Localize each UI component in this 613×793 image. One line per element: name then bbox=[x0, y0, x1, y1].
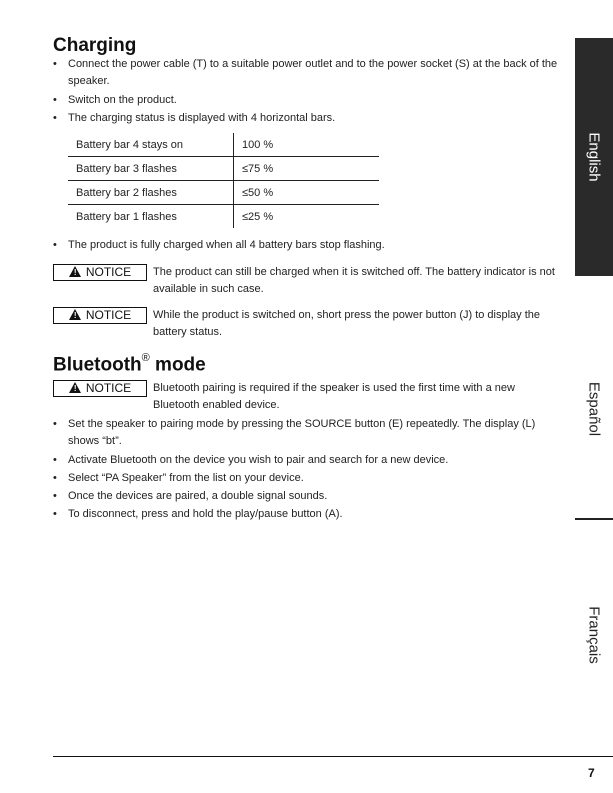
list-item-text: Activate Bluetooth on the device you wish to pair and search for a new device. bbox=[68, 454, 449, 466]
list-item bbox=[53, 416, 563, 450]
bullet-glyph: • bbox=[53, 94, 57, 106]
table-cell-state: Battery bar 1 flashes bbox=[68, 205, 234, 229]
list-item-text: To disconnect, press and hold the play/pause button (A). bbox=[68, 508, 343, 520]
list-item bbox=[53, 92, 563, 109]
language-tab-espanol[interactable] bbox=[575, 300, 613, 520]
list-item-text: Set the speaker to pairing mode by pressing the SOURCE button (E) repeatedly. The display (L) shows “bt”. bbox=[68, 418, 536, 447]
warning-icon: ! bbox=[69, 382, 81, 393]
table-cell-state: Battery bar 3 flashes bbox=[68, 157, 234, 181]
table-row bbox=[68, 205, 379, 229]
notice-text: Bluetooth pairing is required if the speaker is used the first time with a new Bluetooth enabled device. bbox=[153, 382, 515, 411]
table-cell-level: ≤25 % bbox=[234, 205, 380, 229]
table-cell-level: ≤50 % bbox=[234, 181, 380, 205]
notice-label bbox=[53, 380, 147, 397]
notice-label-text: NOTICE bbox=[85, 308, 132, 322]
table-row bbox=[68, 157, 379, 181]
list-item-text: Select “PA Speaker” from the list on your device. bbox=[68, 472, 304, 484]
list-item bbox=[53, 110, 563, 127]
charging-heading: Charging bbox=[53, 35, 137, 56]
bullet-glyph: • bbox=[53, 112, 57, 124]
list-item-text: Connect the power cable (T) to a suitable power outlet and to the power socket (S) at the back of the speaker. bbox=[68, 58, 558, 87]
list-item-text: Once the devices are paired, a double signal sounds. bbox=[68, 490, 328, 502]
list-item bbox=[53, 237, 563, 254]
footer-divider bbox=[53, 756, 613, 757]
table-row bbox=[68, 181, 379, 205]
bullet-glyph: • bbox=[53, 508, 57, 520]
list-item-text: The charging status is displayed with 4 horizontal bars. bbox=[68, 112, 336, 124]
language-tab-francais[interactable] bbox=[575, 540, 613, 730]
warning-icon: ! bbox=[69, 309, 81, 320]
list-item-text: Switch on the product. bbox=[68, 94, 177, 106]
list-item bbox=[53, 56, 563, 90]
list-item bbox=[53, 470, 563, 487]
table-cell-level: 100 % bbox=[242, 138, 274, 151]
list-item bbox=[53, 488, 563, 505]
notice-label-text: NOTICE bbox=[85, 381, 132, 395]
notice-text: While the product is switched on, short press the power button (J) to display the battery status. bbox=[153, 309, 541, 338]
notice-text: The product can still be charged when it is switched off. The battery indicator is not available in such case. bbox=[153, 266, 555, 295]
notice-label bbox=[53, 264, 147, 281]
battery-status-table bbox=[68, 133, 379, 228]
warning-icon: ! bbox=[69, 266, 81, 277]
bullet-glyph: • bbox=[53, 239, 57, 251]
bullet-glyph: • bbox=[53, 418, 57, 430]
notice-label bbox=[53, 307, 147, 324]
bullet-glyph: • bbox=[53, 472, 57, 484]
table-row bbox=[68, 133, 379, 157]
table-cell-state: Battery bar 2 flashes bbox=[68, 181, 234, 205]
list-item bbox=[53, 506, 563, 523]
table-cell-level: ≤75 % bbox=[234, 157, 380, 181]
notice-label-text: NOTICE bbox=[85, 265, 132, 279]
bluetooth-heading: Bluetooth® mode bbox=[53, 352, 206, 376]
list-item bbox=[53, 452, 563, 469]
bullet-glyph: • bbox=[53, 58, 57, 70]
language-tab-label: Español bbox=[585, 381, 603, 437]
list-item-text: The product is fully charged when all 4 battery bars stop flashing. bbox=[68, 239, 385, 251]
language-tab-label: English bbox=[585, 132, 603, 182]
bullet-glyph: • bbox=[53, 454, 57, 466]
bullet-glyph: • bbox=[53, 490, 57, 502]
language-tab-label: Français bbox=[585, 606, 603, 664]
page-number: 7 bbox=[588, 766, 595, 780]
language-tab-english[interactable] bbox=[575, 38, 613, 276]
table-cell-state: Battery bar 4 stays on bbox=[68, 133, 234, 157]
